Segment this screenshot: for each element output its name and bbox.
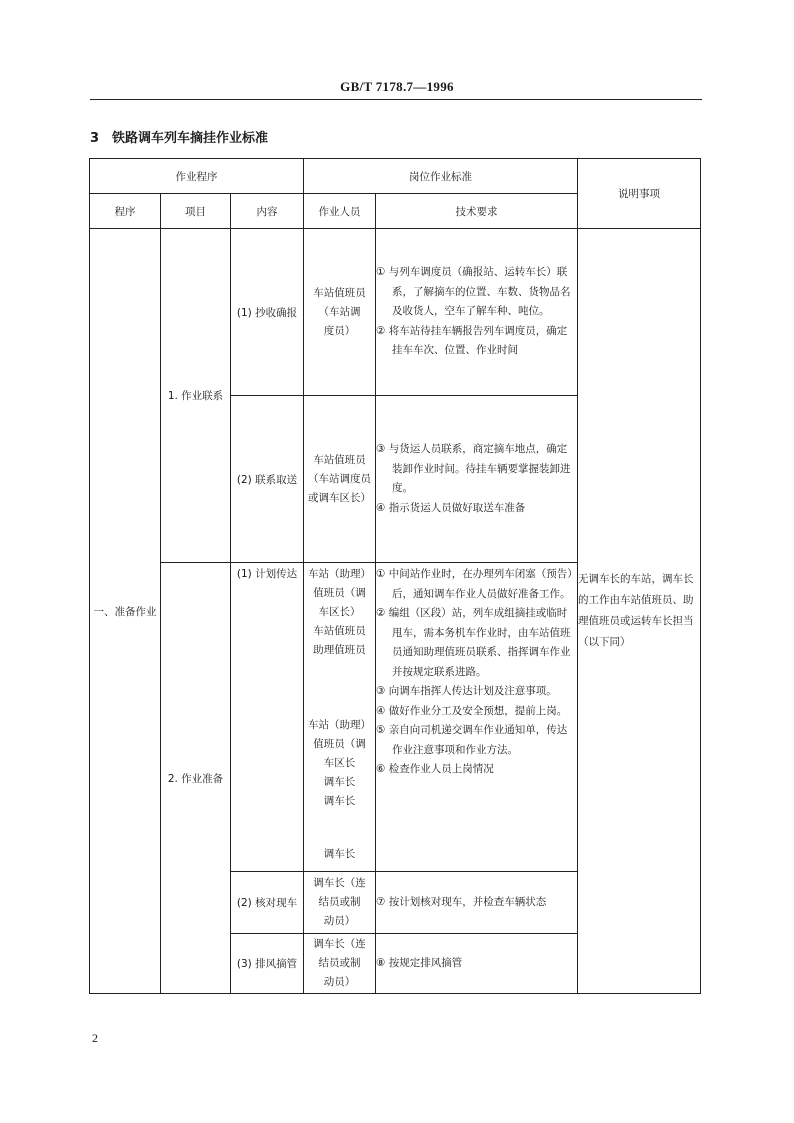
content-liaison-pickup: (2) 联系取送	[231, 396, 304, 563]
requirement-item: ⑤ 亲自向司机递交调车作业通知单，传达作业注意事项和作业方法。	[376, 724, 568, 756]
requirements-cell	[376, 934, 578, 994]
personnel-cell: 车站值班员 （车站调度员 或调车区长）	[304, 396, 376, 563]
header-procedure: 作业程序	[90, 159, 304, 194]
requirement-item: ① 与列车调度员（确报站、运转车长）联系，了解摘车的位置、车数、货物品名及收货人，空车了解车种、吨位。	[376, 266, 571, 318]
personnel-cell	[304, 563, 376, 872]
section-title-text: 铁路调车列车摘挂作业标准	[112, 131, 269, 146]
operation-standard-table	[89, 158, 701, 994]
content-check-cars: (2) 核对现车	[231, 872, 304, 934]
spacer	[304, 660, 375, 716]
personnel-cell: 车站值班员 （车站调 度员）	[304, 229, 376, 396]
personnel-cell: 调车长（连 结员或制 动员）	[304, 872, 376, 934]
header-divider	[90, 99, 702, 100]
col-item: 项目	[161, 194, 231, 229]
personnel-cell: 调车长（连 结员或制 动员）	[304, 934, 376, 994]
document-header-code: GB/T 7178.7—1996	[340, 79, 454, 94]
requirements-cell	[376, 872, 578, 934]
requirements-cell	[376, 563, 578, 872]
notes-cell: 无调车长的车站，调车长的工作由车站值班员、助理值班员或运转车长担当（以下同）	[578, 229, 701, 994]
item-liaison: 1. 作业联系	[161, 229, 231, 563]
personnel-group: 车站（助理） 值班员（调 车区长）	[308, 568, 372, 618]
col-personnel: 作业人员	[304, 194, 376, 229]
section-title	[90, 127, 268, 146]
requirement-item: ② 编组（区段）站，列车成组摘挂或临时甩车，需本务机车作业时，由车站值班员通知助理值班员联系、指挥调车作业并按规定联系进路。	[376, 607, 571, 678]
requirement-item: ⑥ 检查作业人员上岗情况	[376, 763, 494, 775]
requirement-item: ③ 向调车指挥人传达计划及注意事项。	[376, 685, 557, 697]
step-preparation: 一、准备作业	[90, 229, 161, 994]
content-receive-report: (1) 抄收确报	[231, 229, 304, 396]
requirement-item: ④ 指示货运人员做好取送车准备	[376, 501, 526, 514]
spacer	[304, 811, 375, 845]
requirement-item: ⑦ 按计划核对现车，并检查车辆状态	[376, 895, 547, 908]
requirements-cell	[376, 396, 578, 563]
personnel-group: 车站值班员 助理值班员	[313, 625, 366, 656]
header-post-standard: 岗位作业标准	[304, 159, 578, 194]
requirement-item: ⑧ 按规定排风摘管	[376, 956, 463, 969]
content-exhaust-uncouple: (3) 排风摘管	[231, 934, 304, 994]
col-step: 程序	[90, 194, 161, 229]
requirement-item: ① 中间站作业时，在办理列车闭塞（预告）后，通知调车作业人员做好准备工作。	[376, 568, 573, 600]
requirement-item: ② 将车站待挂车辆报告列车调度员，确定挂车车次、位置、作业时间	[376, 324, 568, 357]
requirement-item: ③ 与货运人员联系，商定摘车地点，确定装卸作业时间。待挂车辆要掌握装卸进度。	[376, 443, 571, 494]
section-number: 3	[90, 131, 100, 146]
personnel-group: 调车长	[323, 848, 356, 860]
col-technical-requirements: 技术要求	[376, 194, 578, 229]
page-number: 2	[92, 1031, 98, 1045]
header-notes: 说明事项	[578, 159, 701, 229]
requirements-cell	[376, 229, 578, 396]
requirement-item: ④ 做好作业分工及安全预想，提前上岗。	[376, 704, 568, 717]
content-plan-transmission: (1) 计划传达	[231, 563, 304, 872]
personnel-group: 车站（助理） 值班员（调 车区长 调车长 调车长	[308, 719, 372, 807]
item-preparation: 2. 作业准备	[161, 563, 231, 994]
col-content: 内容	[231, 194, 304, 229]
